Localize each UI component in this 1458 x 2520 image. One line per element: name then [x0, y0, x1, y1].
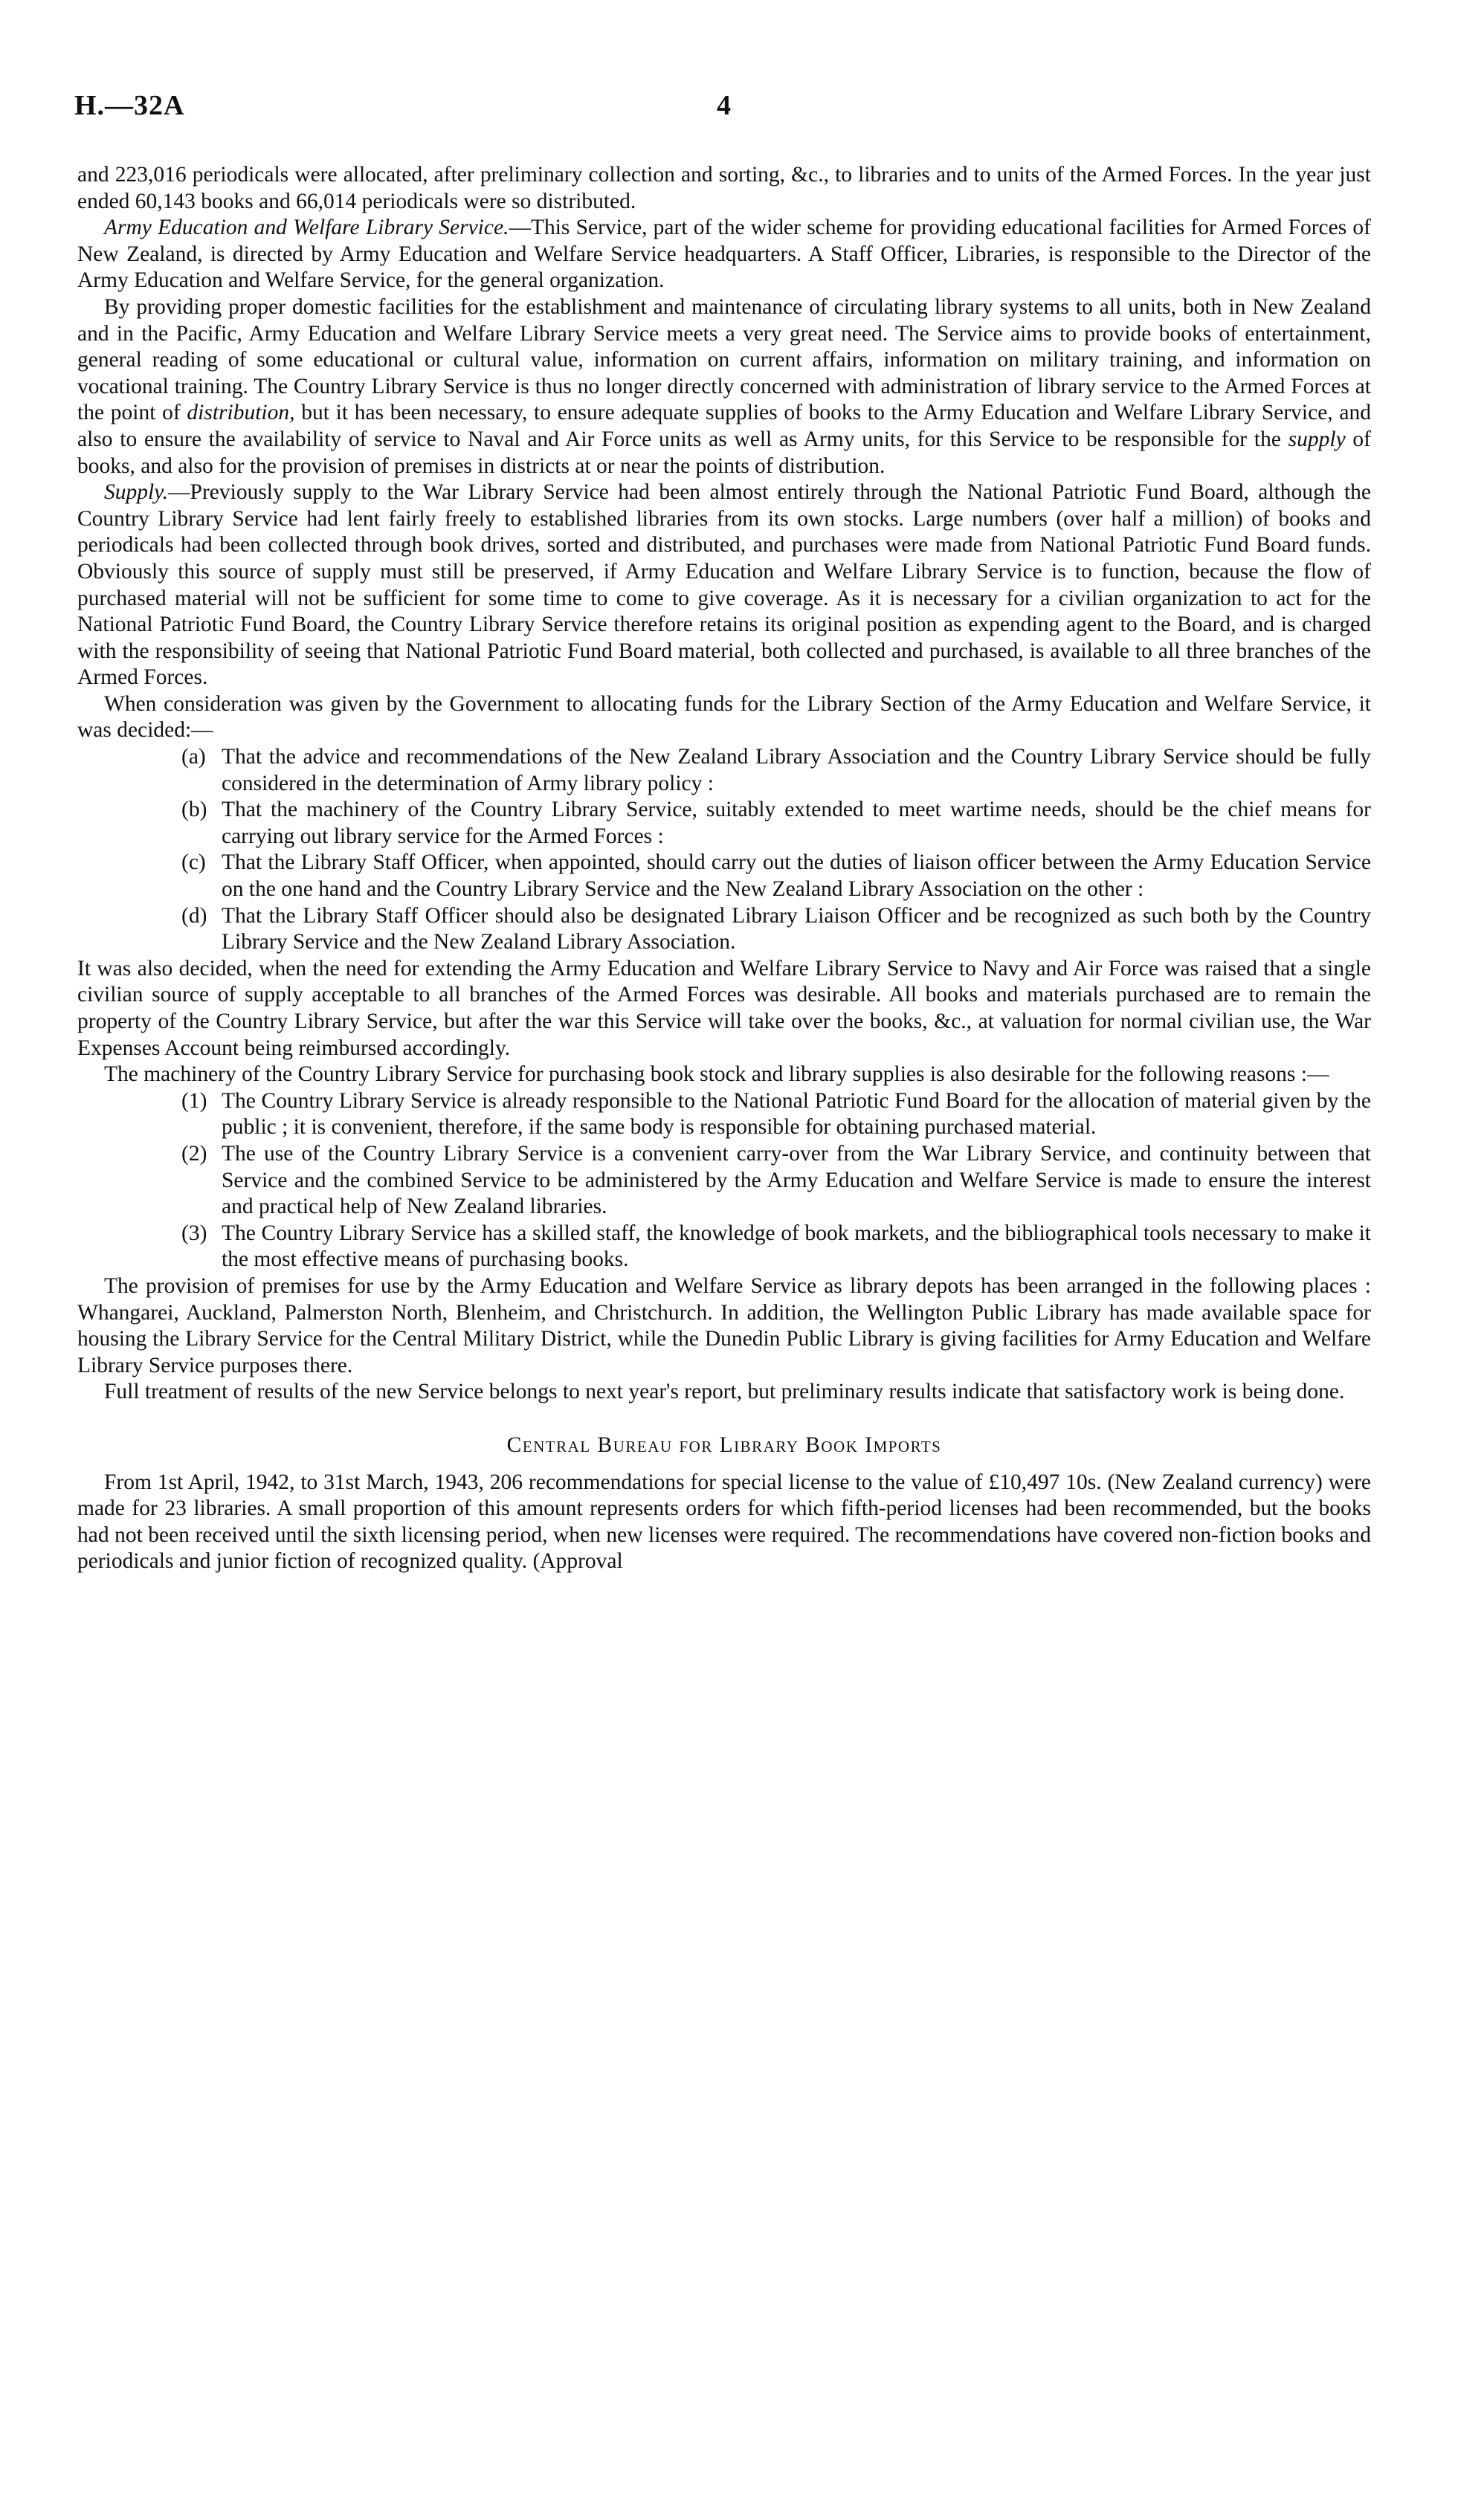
list-marker: (1)	[181, 1088, 207, 1113]
paragraph-licenses: From 1st April, 1942, to 31st March, 1943, 206 recommendations for special license to the value of £10,497 10s. (New Zealand currency) were made for 23 libraries. A small proportion of this amount represents orders for which fifth-period licenses had been recommended, but the books had not been received until the sixth licensing period, when new licenses were required. The recommendations have covered non-fiction books and periodicals and junior fiction of recognized quality. (Approval	[77, 1470, 1371, 1574]
paragraph-run-in-title: Supply.	[104, 480, 169, 505]
list-item	[181, 744, 1371, 797]
list-item-text: The Country Library Service has a skilled staff, the knowledge of book markets, and the bibliographical tools necessary to make it the most effective means of purchasing books.	[222, 1221, 1371, 1272]
list-item-text: The Country Library Service is already responsible to the National Patriotic Fund Board for the allocation of material given by the public ; it is convenient, therefore, if the same body is responsible for obtaining purchased material.	[222, 1088, 1371, 1140]
paragraph-government-decision: When consideration was given by the Government to allocating funds for the Library Section of the Army Education and Welfare Service, it was decided:—	[77, 691, 1371, 743]
paragraph-text: but it has been necessary, to ensure adequate supplies of books to the Army Education and Welfare Library Service, and also to ensure the availability of service to Naval and Air Force units as well as Army units, for this Service to be responsible for the	[77, 401, 1371, 451]
paragraph-machinery-reasons: The machinery of the Country Library Service for purchasing book stock and library supplies is also desirable for the following reasons :—	[104, 1062, 1329, 1087]
list-item	[181, 850, 1371, 902]
paragraph-text: —Previously supply to the War Library Service had been almost entirely through the National Patriotic Fund Board, although the Country Library Service had lent fairly freely to established libraries from its own stocks. Large numbers (over half a million) of books and periodicals had been collected through book drives, sorted and distributed, and purchases were made from National Patriotic Fund Board funds. Obviously this source of supply must still be preserved, if Army Education and Welfare Library Service is to function, because the flow of purchased material will not be sufficient for some time to come to give coverage. As it is necessary for a civilian organization to act for the National Patriotic Fund Board, the Country Library Service therefore retains its original position as expending agent to the Board, and is charged with the responsibility of seeing that National Patriotic Fund Board material, both collected and purchased, is available to all three branches of the Armed Forces.	[77, 480, 1371, 690]
page-header	[74, 89, 1371, 143]
paragraph-domestic-facilities	[77, 294, 1371, 479]
paragraph-army-education-service	[77, 215, 1371, 294]
page-number: 4	[717, 90, 731, 121]
list-marker: (2)	[181, 1141, 207, 1166]
list-item-text: That the Library Staff Officer should also be designated Library Liaison Officer and be recognized as such both by the Country Library Service and the New Zealand Library Association.	[222, 903, 1371, 954]
reasons-list	[77, 1088, 1371, 1273]
paragraph-text: of books, and also for the provision of premises in districts at or near the points of distribution.	[77, 427, 1371, 478]
list-item	[181, 1221, 1371, 1273]
emphasis-supply: supply	[1288, 427, 1346, 451]
list-marker: (a)	[181, 745, 206, 769]
list-item	[181, 1141, 1371, 1221]
paragraph-allocation-summary: and 223,016 periodicals were allocated, after preliminary collection and sorting, &c., to libraries and to units of the Armed Forces. In the year just ended 60,143 books and 66,014 periodicals were so distributed.	[77, 163, 1371, 213]
document-page	[74, 89, 1371, 1575]
list-item	[181, 797, 1371, 850]
paragraph-results: Full treatment of results of the new Service belongs to next year's report, but preliminary results indicate that satisfactory work is being done.	[104, 1380, 1345, 1404]
list-item-text: That the machinery of the Country Library Service, suitably extended to meet wartime needs, should be the chief means for carrying out library service for the Armed Forces :	[222, 798, 1371, 848]
section-heading: Central Bureau for Library Book Imports	[506, 1432, 942, 1457]
document-reference: H.—32A	[74, 90, 185, 121]
list-item-text: That the Library Staff Officer, when appointed, should carry out the duties of liaison officer between the Army Education Service on the one hand and the Country Library Service and the New Zealand Library Association on the other :	[222, 850, 1371, 902]
list-item	[181, 903, 1371, 956]
paragraph-premises: The provision of premises for use by the Army Education and Welfare Service as library depots has been arranged in the following places : Whangarei, Auckland, Palmerston North, Blenheim, and Christchurch. In addition, the Wellington Public Library has made available space for housing the Library Service for the Central Military District, while the Dunedin Public Library is giving facilities for Army Education and Welfare Library Service purposes there.	[77, 1273, 1371, 1377]
paragraph-supply	[77, 479, 1371, 691]
list-marker: (c)	[181, 850, 206, 875]
paragraph-run-in-title: Army Education and Welfare Library Service.	[104, 216, 509, 240]
list-marker: (b)	[181, 798, 207, 822]
list-item-text: The use of the Country Library Service is a convenient carry-over from the War Library Service, and continuity between that Service and the combined Service to be administered by the Army Education and Welfare Service is made to ensure the interest and practical help of New Zealand libraries.	[222, 1141, 1371, 1219]
list-item-text: That the advice and recommendations of the New Zealand Library Association and the Country Library Service should be fully considered in the determination of Army library policy :	[222, 745, 1371, 795]
paragraph-text: —This Service, part of the wider scheme for providing educational facilities for Armed Forces of New Zealand, is directed by Army Education and Welfare Service headquarters. A Staff Officer, Libraries, is responsible to the Director of the Army Education and Welfare Service, for the general organization.	[77, 216, 1371, 293]
list-marker: (3)	[181, 1221, 207, 1245]
paragraph-text: By providing proper domestic facilities for the establishment and maintenance of circulating library systems to all units, both in New Zealand and in the Pacific, Army Education and Welfare Library Service meets a very great need. The Service aims to provide books of entertainment, general reading of some educational or cultural value, information on current affairs, information on military training, and information on vocational training. The Country Library Service is thus no longer directly concerned with administration of library service to the Armed Forces at the point of	[77, 294, 1371, 425]
paragraph-single-source: It was also decided, when the need for extending the Army Education and Welfare Library Service to Navy and Air Force was raised that a single civilian source of supply acceptable to all branches of the Armed Forces was desirable. All books and materials purchased are to remain the property of the Country Library Service, but after the war this Service will take over the books, &c., at valuation for normal civilian use, the War Expenses Account being reimbursed accordingly.	[77, 956, 1371, 1060]
emphasis-distribution: distribution,	[187, 401, 295, 425]
list-marker: (d)	[181, 903, 207, 928]
decision-list	[77, 744, 1371, 956]
list-item	[181, 1088, 1371, 1141]
